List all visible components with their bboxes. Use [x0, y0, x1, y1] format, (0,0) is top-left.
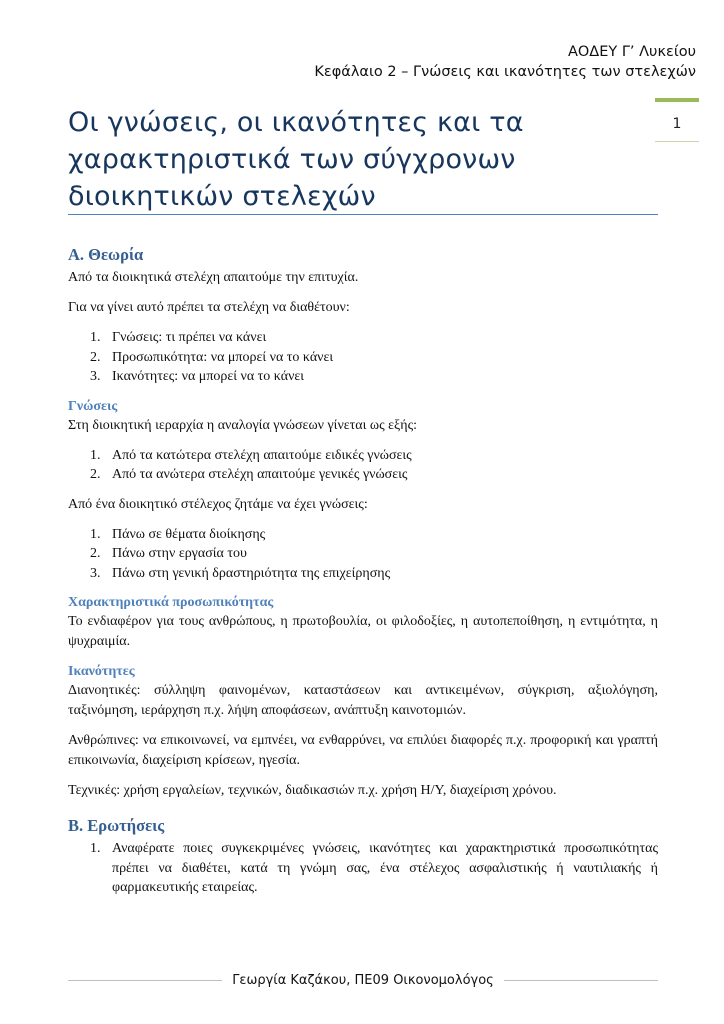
list-item: 3. Πάνω στη γενική δραστηριότητα της επιχείρησης [90, 565, 391, 581]
questions-heading: Β. Ερωτήσεις [68, 816, 165, 835]
header-chapter: Κεφάλαιο 2 – Γνώσεις και ικανότητες των στελεχών [314, 64, 696, 80]
theory-intro-1: Από τα διοικητικά στελέχη απαιτούμε την επιτυχία. [68, 270, 359, 285]
page-number: 1 [655, 98, 699, 142]
title-divider [68, 214, 658, 215]
requirements-list [68, 328, 658, 387]
knowledge-heading: Γνώσεις [68, 398, 118, 414]
skills-cognitive: Διανοητικές: σύλληψη φαινομένων, καταστάσεων και αντικειμένων, σύγκριση, αξιολόγηση, ταξινόμηση, ιεράρχηση π.χ. λήψη αποφάσεων, ανάπτυξη καινοτομιών. [68, 683, 658, 718]
list-item: 1. Αναφέρατε ποιες συγκεκριμένες γνώσεις, ικανότητες και χαρακτηριστικά προσωπικότητας πρέπει να διαθέτει, κατά τη γνώμη σας, ένα στέλεχος ασφαλιστικής ή ναυτιλιακής ή φαρμακευτικής εταιρείας. [90, 841, 658, 895]
hierarchy-list [68, 446, 658, 485]
skills-technical: Τεχνικές: χρήση εργαλείων, τεχνικών, διαδικασιών π.χ. χρήση Η/Υ, διαχείριση χρόνου. [68, 783, 557, 798]
document-body [68, 244, 658, 898]
list-item: 1. Από τα κατώτερα στελέχη απαιτούμε ειδικές γνώσεις [90, 447, 412, 463]
knowledge-intro: Στη διοικητική ιεραρχία η αναλογία γνώσεων γίνεται ως εξής: [68, 417, 418, 433]
personality-heading: Χαρακτηριστικά προσωπικότητας [68, 595, 274, 610]
running-header [314, 42, 696, 82]
list-item: 3. Ικανότητες: να μπορεί να το κάνει [90, 369, 305, 384]
skills-heading: Ικανότητες [68, 664, 135, 679]
theory-intro-2: Για να γίνει αυτό πρέπει τα στελέχη να διαθέτουν: [68, 300, 350, 315]
questions-list [68, 839, 658, 898]
footer [68, 972, 658, 990]
footer-author: Γεωργία Καζάκου, ΠΕ09 Οικονομολόγος [222, 973, 504, 988]
document-title: Οι γνώσεις, οι ικανότητες και τα χαρακτηριστικά των σύγχρονων διοικητικών στελεχών [68, 107, 524, 212]
list-item: 1. Γνώσεις: τι πρέπει να κάνει [90, 330, 267, 345]
knowledge-areas-list [68, 525, 658, 584]
knowledge-intro-2: Από ένα διοικητικό στέλεχος ζητάμε να έχει γνώσεις: [68, 496, 368, 512]
list-item: 2. Από τα ανώτερα στελέχη απαιτούμε γενικές γνώσεις [90, 467, 408, 482]
list-item: 2. Πάνω στην εργασία του [90, 546, 247, 561]
theory-heading: Α. Θεωρία [68, 245, 144, 264]
list-item: 2. Προσωπικότητα: να μπορεί να το κάνει [90, 349, 334, 365]
header-course: ΑΟΔΕΥ Γ’ Λυκείου [567, 44, 696, 60]
personality-text: Το ενδιαφέρον για τους ανθρώπους, η πρωτοβουλία, οι φιλοδοξίες, η αυτοπεποίθηση, η εντιμότητα, η ψυχραιμία. [68, 614, 658, 649]
list-item: 1. Πάνω σε θέματα διοίκησης [90, 526, 266, 542]
skills-human: Ανθρώπινες: να επικοινωνεί, να εμπνέει, να ενθαρρύνει, να επιλύει διαφορές π.χ. προφορική και γραπτή επικοινωνία, διαχείριση κρίσεων, ηγεσία. [68, 733, 658, 768]
